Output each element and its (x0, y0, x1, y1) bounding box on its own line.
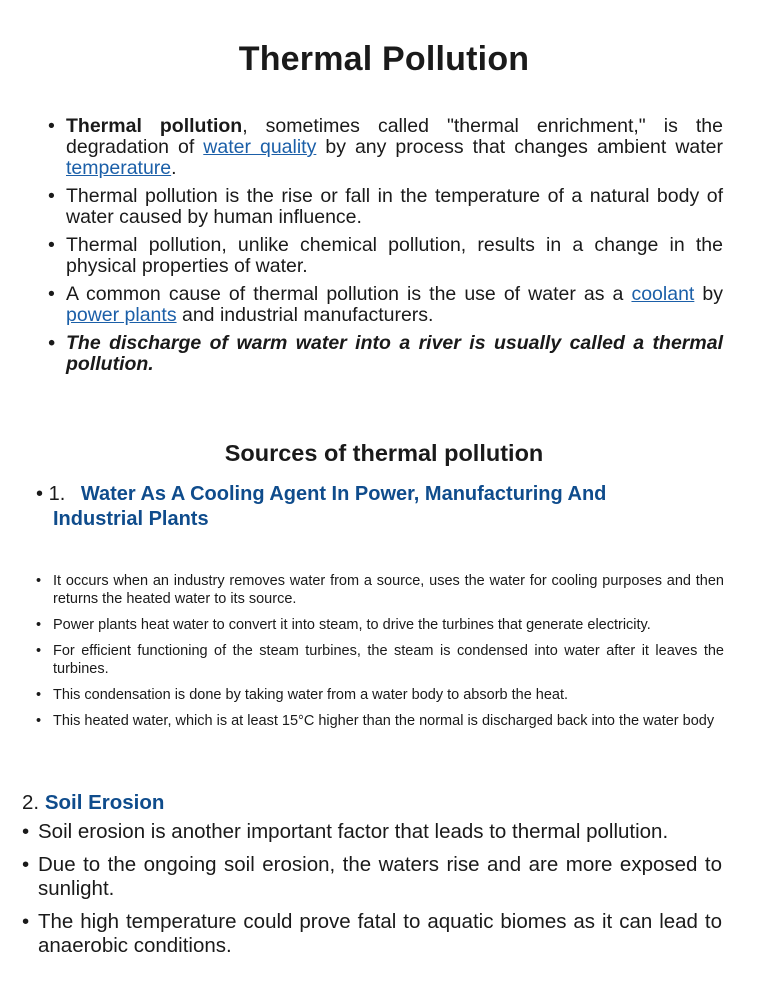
intro-item-rise-fall: • Thermal pollution is the rise or fall in the temperature of a natural body of water caused by human influence. (48, 186, 723, 228)
link-power-plants[interactable]: power plants (66, 304, 177, 326)
bullet-marker: • (36, 483, 44, 505)
intro-item-warm-water: • The discharge of warm water into a river is usually called a thermal pollution. (48, 333, 723, 375)
list-item: • This condensation is done by taking water from a water body to absorb the heat. (36, 686, 724, 704)
list-item: • The high temperature could prove fatal to aquatic biomes as it can lead to anaerobic conditions. (22, 910, 722, 958)
sources-heading: Sources of thermal pollution (224, 440, 544, 466)
link-water-quality[interactable]: water quality (203, 136, 317, 158)
cooling-detail-list (36, 572, 724, 738)
item-number: 1. (48, 483, 66, 505)
list-item: • Power plants heat water to convert it into steam, to drive the turbines that generate electricity. (36, 616, 724, 634)
item-title-line2: Industrial Plants (53, 508, 209, 530)
list-item: • For efficient functioning of the steam turbines, the steam is condensed into water after it leaves the turbines. (36, 642, 724, 678)
item-title-line1: Water As A Cooling Agent In Power, Manufacturing And (80, 483, 607, 505)
source-item-soil-erosion (22, 790, 164, 816)
soil-erosion-list (22, 820, 722, 967)
list-item: • It occurs when an industry removes water from a source, uses the water for cooling purposes and then returns the heated water to its source. (36, 572, 724, 608)
intro-list (48, 116, 723, 382)
item-title: Soil Erosion (44, 791, 165, 814)
list-item: • Due to the ongoing soil erosion, the waters rise and are more exposed to sunlight. (22, 853, 722, 901)
link-coolant[interactable]: coolant (631, 283, 695, 305)
link-temperature[interactable]: temperature (66, 157, 172, 179)
intro-item-common-cause: • A common cause of thermal pollution is the use of water as a coolant by power plants and industrial manufacturers. (48, 284, 723, 326)
page-title: Thermal Pollution (238, 40, 530, 78)
intro-item-physical-properties: • Thermal pollution, unlike chemical pollution, results in a change in the physical properties of water. (48, 235, 723, 277)
intro-item-definition: • Thermal pollution, sometimes called "thermal enrichment," is the degradation of water quality by any process that changes ambient water temperature. (48, 116, 723, 179)
list-item: • This heated water, which is at least 15°C higher than the normal is discharged back into the water body (36, 712, 724, 730)
list-item: • Soil erosion is another important factor that leads to thermal pollution. (22, 820, 722, 844)
source-item-cooling-agent (36, 482, 726, 532)
term-thermal-pollution: Thermal pollution (66, 115, 243, 137)
item-number: 2. (22, 791, 40, 814)
